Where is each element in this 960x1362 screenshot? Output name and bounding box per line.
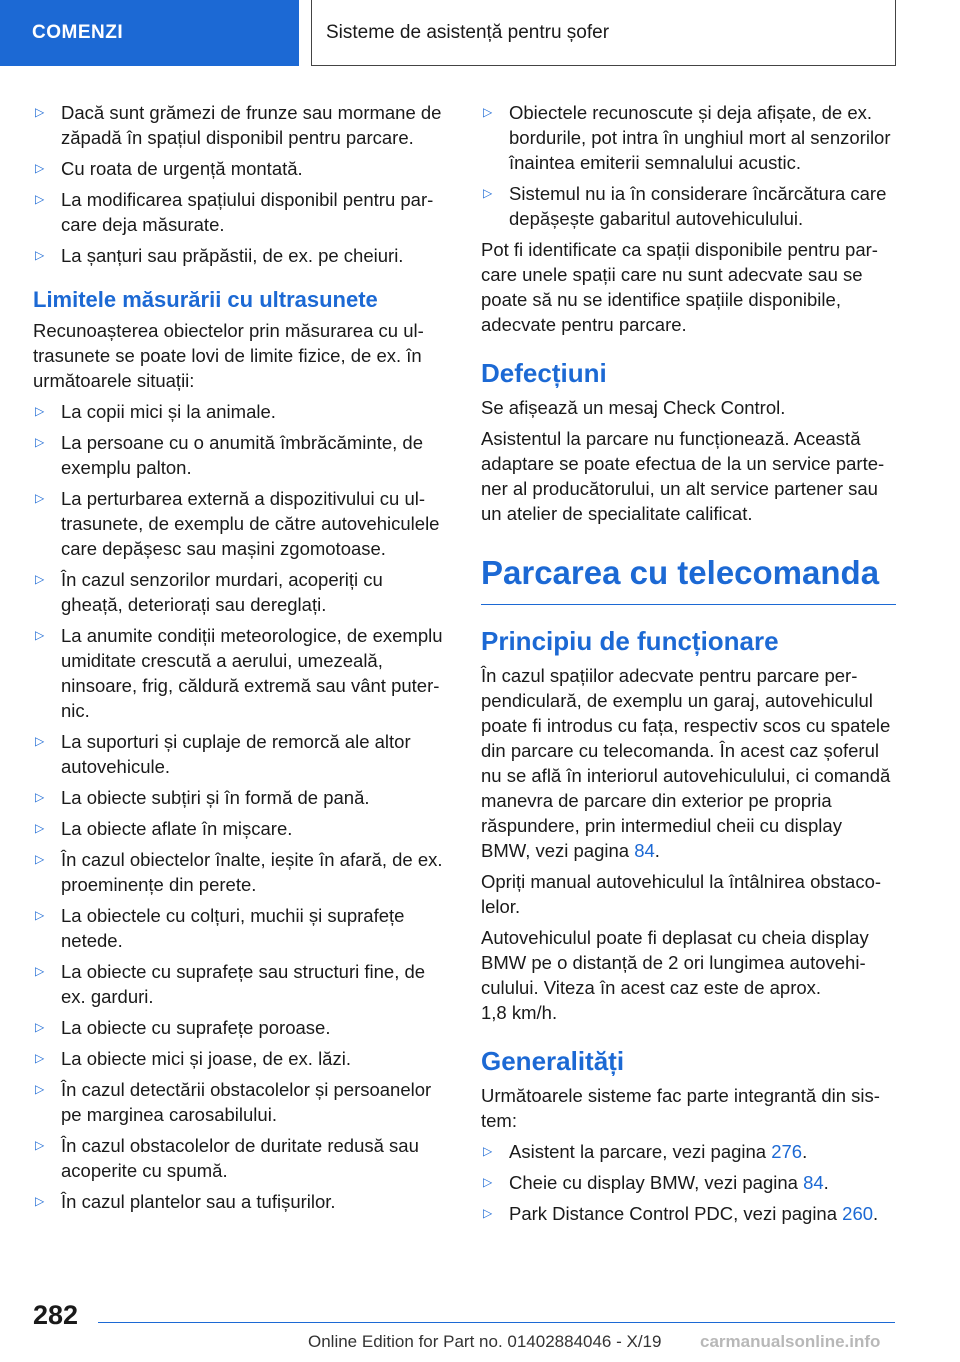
triangle-bullet-icon: ▷ — [35, 1138, 45, 1152]
triangle-bullet-icon: ▷ — [35, 964, 45, 978]
list-item: ▷ Dacă sunt grămezi de frunze sau mormane de zăpadă în spațiul disponibil pentru parcare. — [35, 102, 442, 148]
triangle-bullet-icon: ▷ — [35, 435, 45, 449]
limits-list — [33, 399, 448, 1214]
page-link-84[interactable]: 84 — [803, 1172, 824, 1193]
list-item: ▷ La persoane cu o anumită îmbrăcăminte, de exemplu palton. — [35, 432, 423, 478]
triangle-bullet-icon: ▷ — [35, 908, 45, 922]
triangle-bullet-icon: ▷ — [35, 1194, 45, 1208]
triangle-bullet-icon: ▷ — [35, 821, 45, 835]
principle-text-1: În cazul spațiilor adecvate pentru parcare perpendiculară, de exemplu un garaj, autovehiculul poate fi introdus cu fața, respectiv scos cu spatele din parcare cu telecomanda. În acest caz șoferul nu se află în interiorul autovehiculului, ci comandă manevra de parcare din exterior pe propria răspundere, prin intermediul cheii cu display BMW, vezi pagina 84. — [481, 665, 891, 861]
list-item: ▷ În cazul obstacolelor de duritate redusă sau acoperite cu spumă. — [35, 1135, 419, 1181]
list-item: ▷ La perturbarea externă a dispozitivului cu ultrasunete, de exemplu de către autovehiculele care depășesc sau mașini zgomotoase. — [35, 488, 440, 559]
triangle-bullet-icon: ▷ — [35, 248, 45, 262]
list-item: ▷ Park Distance Control PDC, vezi pagina 260. — [483, 1203, 879, 1224]
edition-text: Online Edition for Part no. 01402884046 - X/19 — [308, 1332, 662, 1351]
triangle-bullet-icon: ▷ — [35, 1051, 45, 1065]
list-item: ▷ La copii mici și la animale. — [35, 401, 276, 422]
section-title: COMENZI — [32, 22, 124, 43]
top-list-left — [33, 100, 448, 268]
triangle-bullet-icon: ▷ — [483, 1175, 493, 1189]
triangle-bullet-icon: ▷ — [35, 105, 45, 119]
list-item: ▷ La obiecte mici și joase, de ex. lăzi. — [35, 1048, 351, 1069]
triangle-bullet-icon: ▷ — [35, 161, 45, 175]
page-number: 282 — [33, 1300, 79, 1330]
list-item: ▷ La anumite condiții meteorologice, de exemplu umiditate crescută a aerului, umezeală, ninsoare, frig, căldură extremă sau vânt puternic. — [35, 625, 443, 721]
list-item: ▷ La obiecte cu suprafețe poroase. — [35, 1017, 331, 1038]
faults-text-2: Asistentul la parcare nu funcționează. Această adaptare se poate efectua de la un service partener al producătorului, un alt service partener sau un atelier de specialitate calificat. — [481, 428, 885, 524]
faults-text-1: Se afișează un mesaj Check Control. — [481, 397, 786, 418]
triangle-bullet-icon: ▷ — [35, 404, 45, 418]
list-item: ▷ La obiecte aflate în mișcare. — [35, 818, 293, 839]
triangle-bullet-icon: ▷ — [35, 1082, 45, 1096]
list-item: ▷ La obiecte cu suprafețe sau structuri fine, de ex. garduri. — [35, 961, 426, 1007]
triangle-bullet-icon: ▷ — [35, 572, 45, 586]
list-item: ▷ La modificarea spațiului disponibil pentru parcare deja măsurate. — [35, 189, 434, 235]
list-item: ▷ La obiectele cu colțuri, muchii și suprafețe netede. — [35, 905, 405, 951]
section-tab — [0, 0, 299, 66]
right-column — [481, 100, 896, 1232]
top-list-right — [481, 100, 896, 231]
left-column — [33, 100, 448, 1220]
triangle-bullet-icon: ▷ — [35, 734, 45, 748]
triangle-bullet-icon: ▷ — [35, 491, 45, 505]
list-item: ▷ În cazul plantelor sau a tufișurilor. — [35, 1191, 336, 1212]
list-item: ▷ În cazul detectării obstacolelor și persoanelor pe marginea carosabilului. — [35, 1079, 432, 1125]
general-intro: Următoarele sisteme fac parte integrantă din sistem: — [481, 1085, 880, 1131]
page-link-276[interactable]: 276 — [771, 1141, 803, 1162]
principle-text-2: Opriți manual autovehiculul la întâlnirea obstacolelor. — [481, 871, 882, 917]
list-item: ▷ În cazul senzorilor murdari, acoperiți cu gheață, deteriorați sau dereglați. — [35, 569, 383, 615]
faults-heading: Defecțiuni — [481, 358, 607, 388]
page-link-84[interactable]: 84 — [634, 840, 655, 861]
triangle-bullet-icon: ▷ — [35, 192, 45, 206]
limits-heading: Limitele măsurării cu ultrasunete — [33, 287, 378, 312]
watermark: carmanualsonline.info — [700, 1332, 881, 1351]
limits-intro: Recunoașterea obiectelor prin măsurarea cu ultrasunete se poate lovi de limite fizice, de ex. în următoarele situații: — [33, 320, 424, 391]
triangle-bullet-icon: ▷ — [35, 628, 45, 642]
page-link-260[interactable]: 260 — [842, 1203, 874, 1224]
general-list — [481, 1139, 896, 1226]
triangle-bullet-icon: ▷ — [483, 1144, 493, 1158]
chapter-title: Sisteme de asistență pentru șofer — [326, 21, 610, 43]
triangle-bullet-icon: ▷ — [483, 105, 493, 119]
footer-divider — [98, 1322, 895, 1323]
remote-parking-heading: Parcarea cu telecomanda — [481, 552, 896, 605]
list-item: ▷ Obiectele recunoscute și deja afișate, de ex. bordurile, pot intra în unghiul mort al senzorilor înaintea emiterii semnalului acustic. — [483, 102, 891, 173]
triangle-bullet-icon: ▷ — [35, 852, 45, 866]
triangle-bullet-icon: ▷ — [483, 1206, 493, 1220]
list-item: ▷ În cazul obiectelor înalte, ieșite în afară, de ex. proeminențe din perete. — [35, 849, 443, 895]
spaces-text: Pot fi identificate ca spații disponibile pentru parcare unele spații care nu sunt adecvate sau se poate să nu se identifice spațiile disponibile, adecvate pentru parcare. — [481, 239, 878, 335]
list-item: ▷ Asistent la parcare, vezi pagina 276. — [483, 1141, 808, 1162]
triangle-bullet-icon: ▷ — [35, 1020, 45, 1034]
principle-heading: Principiu de funcționare — [481, 626, 779, 656]
list-item: ▷ Cheie cu display BMW, vezi pagina 84. — [483, 1172, 829, 1193]
list-item: ▷ La șanțuri sau prăpăstii, de ex. pe cheiuri. — [35, 245, 404, 266]
general-heading: Generalități — [481, 1046, 625, 1076]
chapter-header — [311, 0, 896, 66]
list-item: ▷ Cu roata de urgență montată. — [35, 158, 303, 179]
list-item: ▷ Sistemul nu ia în considerare încărcătura care depășește gabaritul autovehiculului. — [483, 183, 887, 229]
principle-text-3: Autovehiculul poate fi deplasat cu cheia display BMW pe o distanță de 2 ori lungimea autovehiculului. Viteza în acest caz este de aprox. 1,8 km/h. — [481, 927, 869, 1023]
triangle-bullet-icon: ▷ — [483, 186, 493, 200]
list-item: ▷ La suporturi și cuplaje de remorcă ale altor autovehicule. — [35, 731, 411, 777]
triangle-bullet-icon: ▷ — [35, 790, 45, 804]
list-item: ▷ La obiecte subțiri și în formă de pană. — [35, 787, 370, 808]
